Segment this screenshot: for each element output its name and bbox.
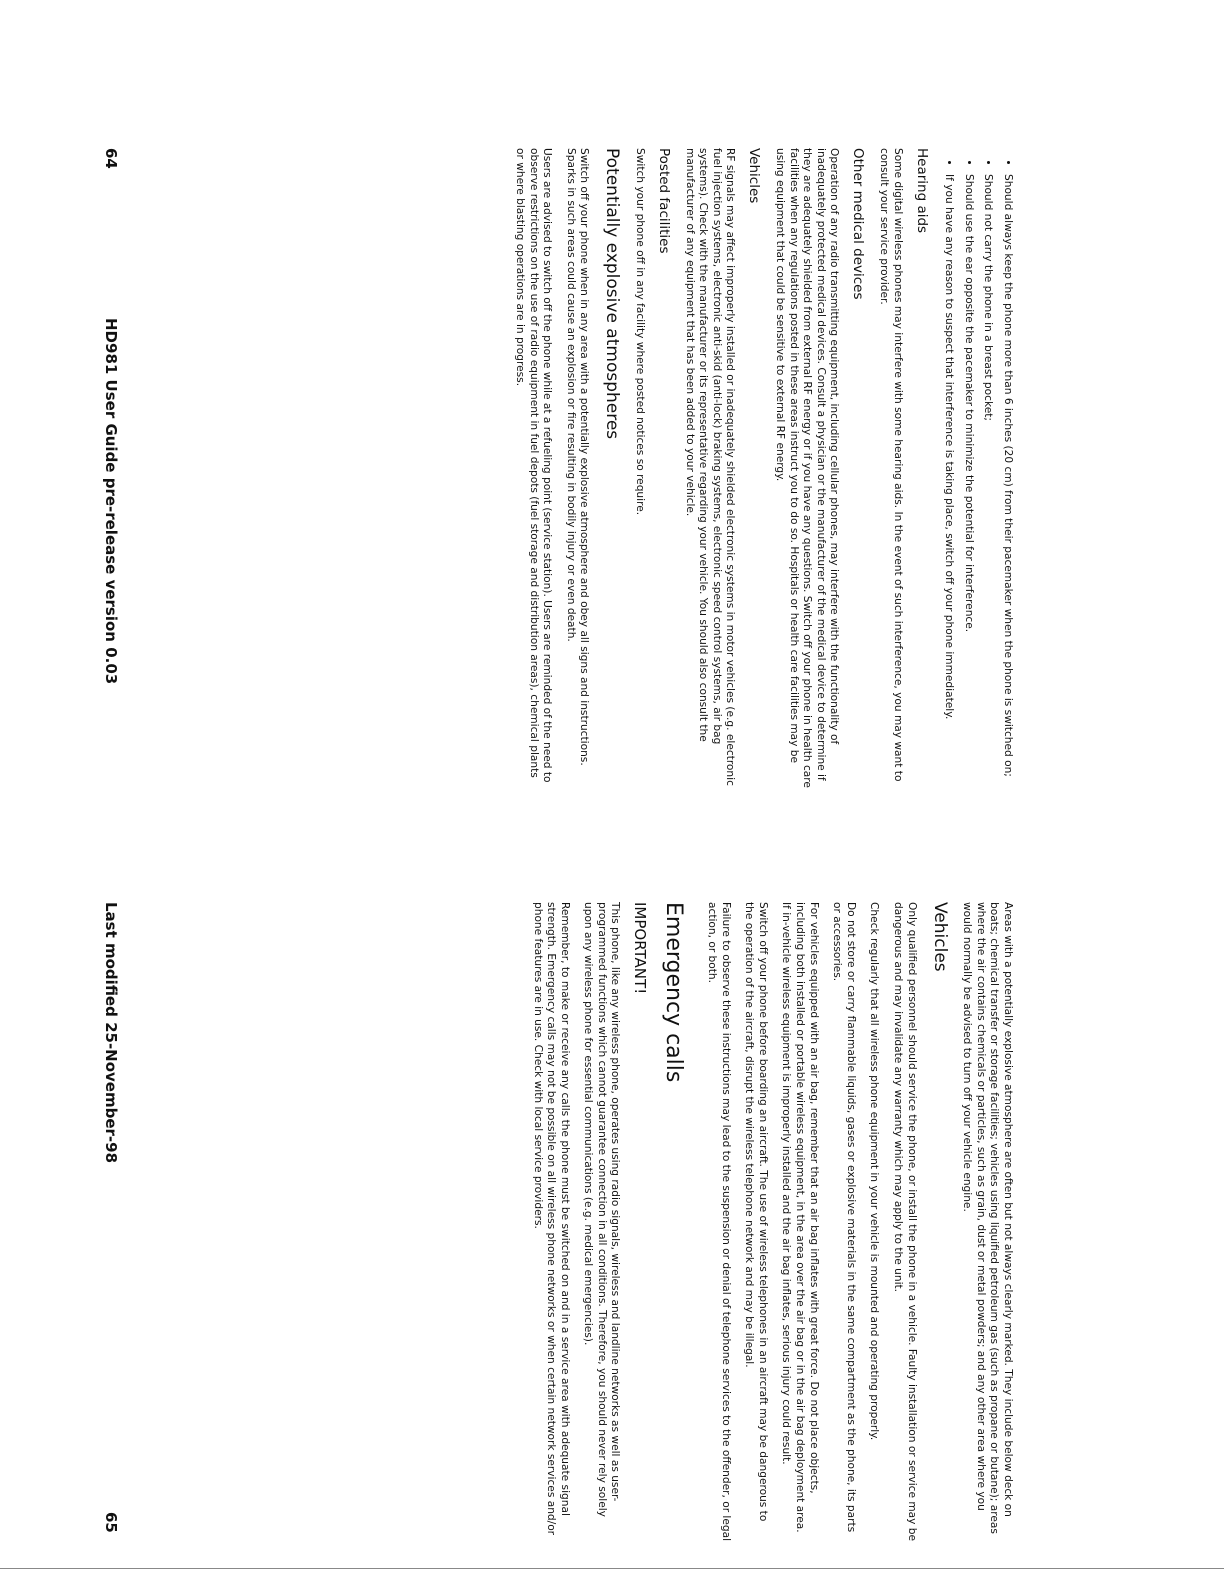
- right-column: [520, 902, 1014, 1542]
- emergency-calls-heading: Emergency calls: [661, 902, 687, 1083]
- page-65: [0, 792, 1224, 1584]
- vehicles-paragraph-2: Check regularly that all wireless phone equipment in your vehicle is mounted and operating properly.: [868, 902, 881, 1441]
- vehicles-paragraph-4: For vehicles equipped with an air bag, remember that an air bag inflates with great force. Do not place objects, including both installed or portable wireless equipment, in the area over the air bag or in the air bag deployment area. If in-vehicle wireless equipment is improperly installed and the air bag inflates, serious injury could result.: [780, 902, 820, 1533]
- left-column: [503, 148, 1014, 788]
- vehicles-paragraph-1: Only qualified personnel should service the phone, or install the phone in a vehicle. Faulty installation or service may be dangerous and may invalidate any warranty which may apply to the unit.: [892, 902, 918, 1542]
- explosive-paragraph-2: Users are advised to switch off the phone while at a refueling point (service station). Users are reminded of the need to observe restrictions on the use of radio equipment in fuel depots (fuel storage and distribution areas), chemical plants or where blasting operations are in progress.: [514, 148, 554, 783]
- emergency-paragraph-2: Remember, to make or receive any calls the phone must be switched on and in a service area with adequate signal strength. Emergency calls may not be possible on all wireless phone networks or when certain network services and/or phone features are in use. Check with local service providers.: [531, 902, 571, 1536]
- vehicles-paragraph: RF signals may affect improperly installed or inadequately shielded electronic systems in motor vehicles (e.g. electronic fuel injection systems, electronic anti-skid (anti-lock) braking systems, electronic speed control systems, air bag systems). Check with the manufacturer or its representative regarding your vehicle. You should also consult the manufacturer of any equipment that has been added to your vehicle.: [683, 148, 737, 786]
- vehicles-heading: Vehicles: [929, 902, 950, 972]
- important-heading: IMPORTANT!: [631, 902, 650, 995]
- hearing-aids-paragraph: Some digital wireless phones may interfere with some hearing aids. In the event of such interference, you may want to consult your service provider.: [878, 148, 904, 782]
- explosive-areas-paragraph: Areas with a potentially explosive atmosphere are often but not always clearly marked. They include below deck on boats; chemical transfer or storage facilities; vehicles using liquified petroleum gas (such as propane or butane); areas where the air contains chemicals or particles, such as grain, dust or metal powders; and any other area where you would normally be advised to turn off your vehicle engine.: [961, 902, 1014, 1534]
- emergency-paragraph-1: This phone, like any wireless phone, operates using radio signals, wireless and landline networks as well as user- programmed functions which cannot guarantee connection in all conditions. Therefore, you should never rely solely upon any wireless phone for essential communications (e.g. medical emergencies).: [582, 902, 622, 1517]
- list-item: • Should always keep the phone more than 6 inches (20 cm) from their pacemaker when the phone is switched on;: [1000, 174, 1014, 788]
- list-item: • Should not carry the phone in a breast pocket;: [981, 174, 995, 788]
- posted-facilities-paragraph: Switch your phone off in any facility where posted notices so require.: [634, 148, 647, 516]
- vehicles-paragraph-3: Do not store or carry flammable liquids, gases or explosive materials in the same compartment as the phone, its parts or accessories.: [831, 902, 857, 1533]
- pacemaker-bullet-list: [942, 148, 1014, 788]
- medical-devices-heading: Other medical devices: [850, 148, 867, 300]
- list-item: • If you have any reason to suspect that interference is taking place, switch off your phone immediately.: [942, 174, 956, 788]
- footer-title: HD981 User Guide pre-release version 0.03: [102, 318, 120, 685]
- scan-edge-divider: [0, 1568, 1224, 1569]
- page-number: 64: [102, 148, 120, 169]
- posted-facilities-heading: Posted facilities: [656, 148, 673, 254]
- page-number: 65: [102, 1512, 120, 1533]
- hearing-aids-heading: Hearing aids: [913, 148, 930, 234]
- medical-devices-paragraph: Operation of any radio transmitting equipment, including cellular phones, may interfere with the functionality of inadequately protected medical devices. Consult a physician or the manufacturer of the medical device to determine if they are adequately shielded from external RF energy or if you have any questions. Switch off your phone in health care facilities when any regulations posted in these areas instruct you to do so. Hospitals or health care facilities may be using equipment that could be sensitive to external RF energy.: [774, 148, 841, 788]
- vehicles-paragraph-5: Switch off your phone before boarding an aircraft. The use of wireless telephones in an aircraft may be dangerous to the operation of the aircraft, disrupt the wireless telephone network and may be illegal.: [743, 902, 769, 1522]
- vehicles-paragraph-6: Failure to observe these instructions may lead to the suspension or denial of telephone services to the offender, or legal action, or both.: [706, 902, 732, 1542]
- explosive-atmospheres-heading: Potentially explosive atmospheres: [602, 148, 623, 440]
- explosive-paragraph-1: Switch off your phone when in any area with a potentially explosive atmosphere and obey all signs and instructions. Sparks in such areas could cause an explosion or fire resulting in bodily injury or even death.: [564, 148, 591, 766]
- footer-title: Last modified 25-November-98: [102, 902, 120, 1164]
- list-item: • Should use the ear opposite the pacemaker to minimize the potential for interference.: [961, 174, 975, 788]
- vehicles-heading: Vehicles: [746, 148, 763, 204]
